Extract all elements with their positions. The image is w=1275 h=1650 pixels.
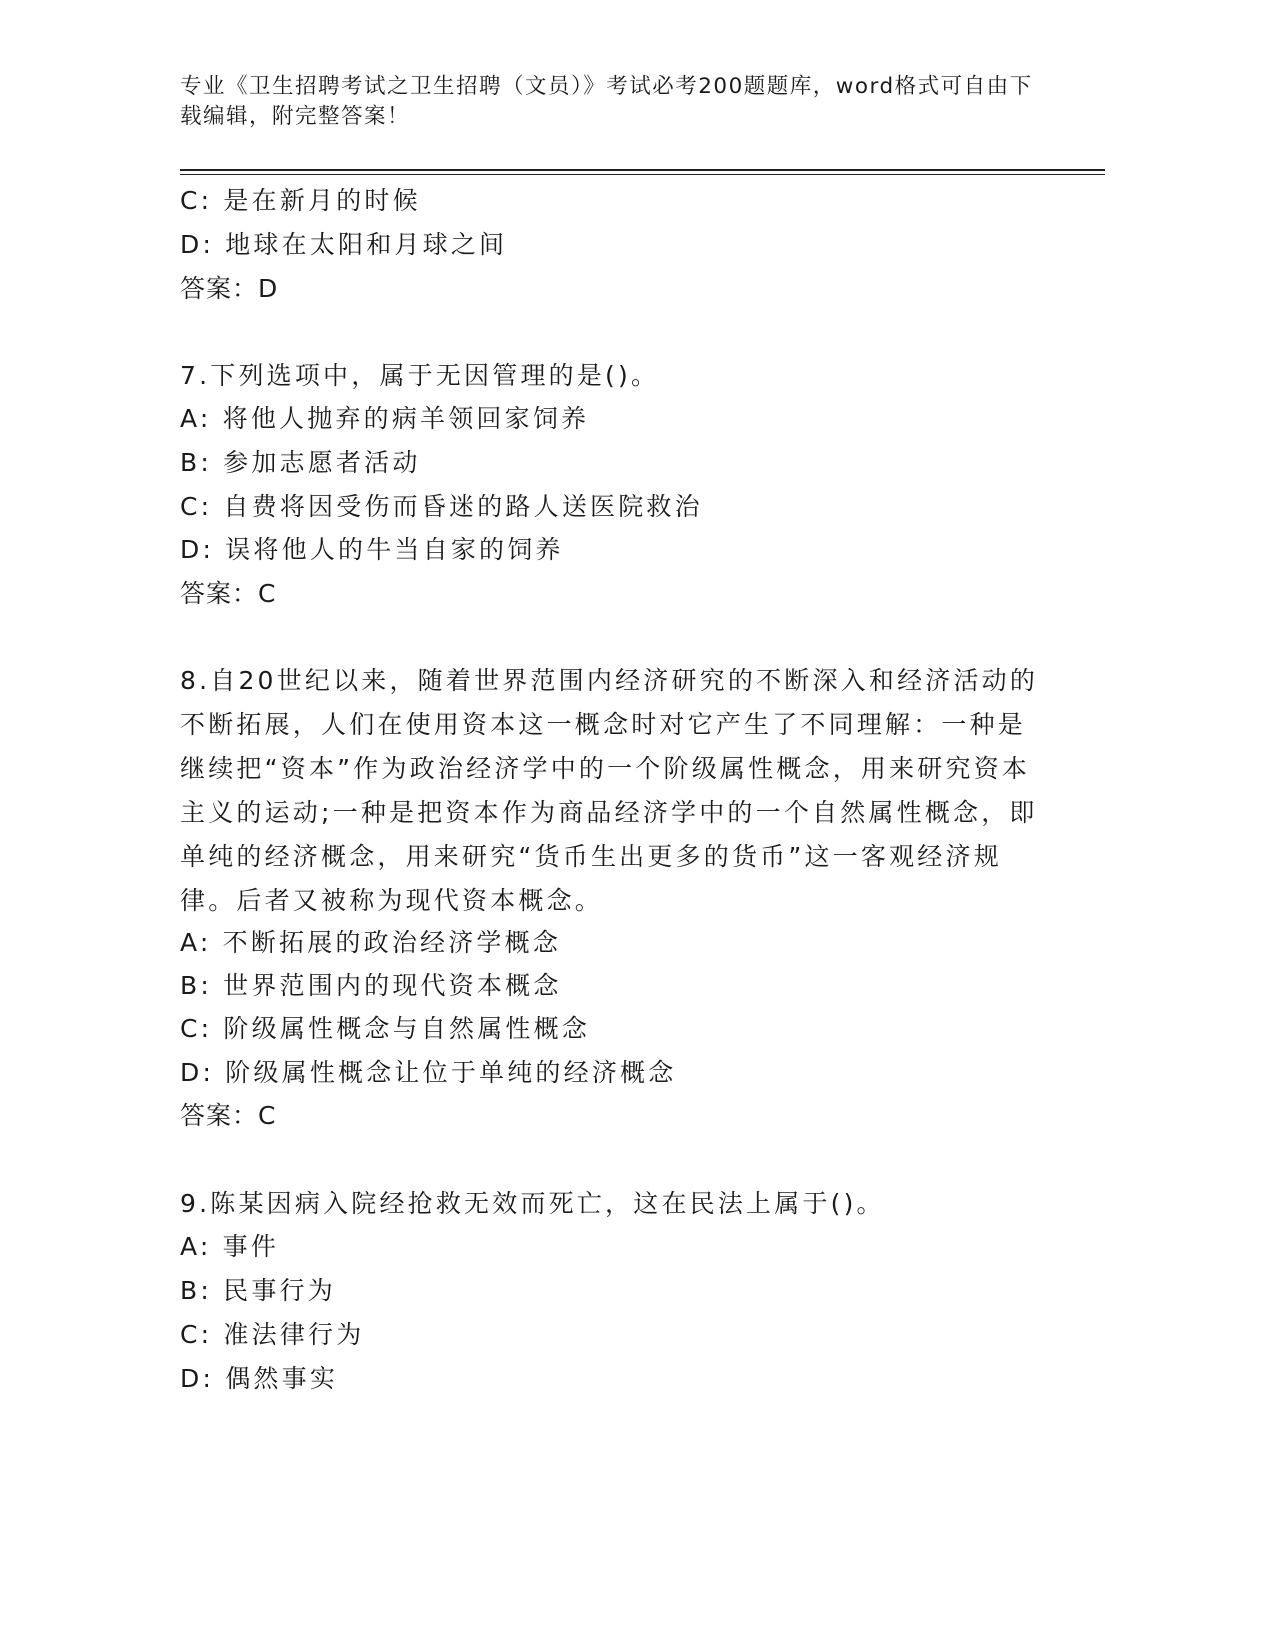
q8-option-a: A: 不断拓展的政治经济学概念 <box>180 928 562 957</box>
q9-stem: 9.陈某因病入院经抢救无效而死亡，这在民法上属于()。 <box>180 1189 885 1218</box>
q9-option-d: D: 偶然事实 <box>180 1364 339 1393</box>
q7-option-b: B: 参加志愿者活动 <box>180 448 421 477</box>
header-rule-thin <box>180 174 1105 175</box>
q8-option-c: C: 阶级属性概念与自然属性概念 <box>180 1014 591 1043</box>
q6-answer: 答案：D <box>180 274 279 303</box>
q7-answer: 答案：C <box>180 579 277 608</box>
q6-option-c: C: 是在新月的时候 <box>180 186 421 215</box>
document-header: 专业《卫生招聘考试之卫生招聘（文员）》考试必考200题题库，word格式可自由下载编辑，附完整答案！ <box>180 74 1033 129</box>
q7-option-d: D: 误将他人的牛当自家的饲养 <box>180 535 564 564</box>
q8-stem: 8.自20世纪以来，随着世界范围内经济研究的不断深入和经济活动的不断拓展，人们在使用资本这一概念时对它产生了不同理解：一种是继续把“资本”作为政治经济学中的一个阶级属性概念，用来研究资本主义的运动;一种是把资本作为商品经济学中的一个自然属性概念，即单纯的经济概念，用来研究“货币生出更多的货币”这一客观经济规律。后者又被称为现代资本概念。 <box>180 666 1039 915</box>
q7-option-c: C: 自费将因受伤而昏迷的路人送医院救治 <box>180 492 703 521</box>
q9-option-c: C: 准法律行为 <box>180 1320 365 1349</box>
q8-option-b: B: 世界范围内的现代资本概念 <box>180 971 562 1000</box>
q8-answer: 答案：C <box>180 1101 277 1130</box>
q7-option-a: A: 将他人抛弃的病羊领回家饲养 <box>180 404 590 433</box>
q6-option-d: D: 地球在太阳和月球之间 <box>180 230 508 259</box>
q9-option-a: A: 事件 <box>180 1232 280 1261</box>
q9-option-b: B: 民事行为 <box>180 1276 336 1305</box>
q8-option-d: D: 阶级属性概念让位于单纯的经济概念 <box>180 1058 677 1087</box>
q7-stem: 7.下列选项中，属于无因管理的是()。 <box>180 361 660 390</box>
header-rule-thick <box>180 169 1105 171</box>
